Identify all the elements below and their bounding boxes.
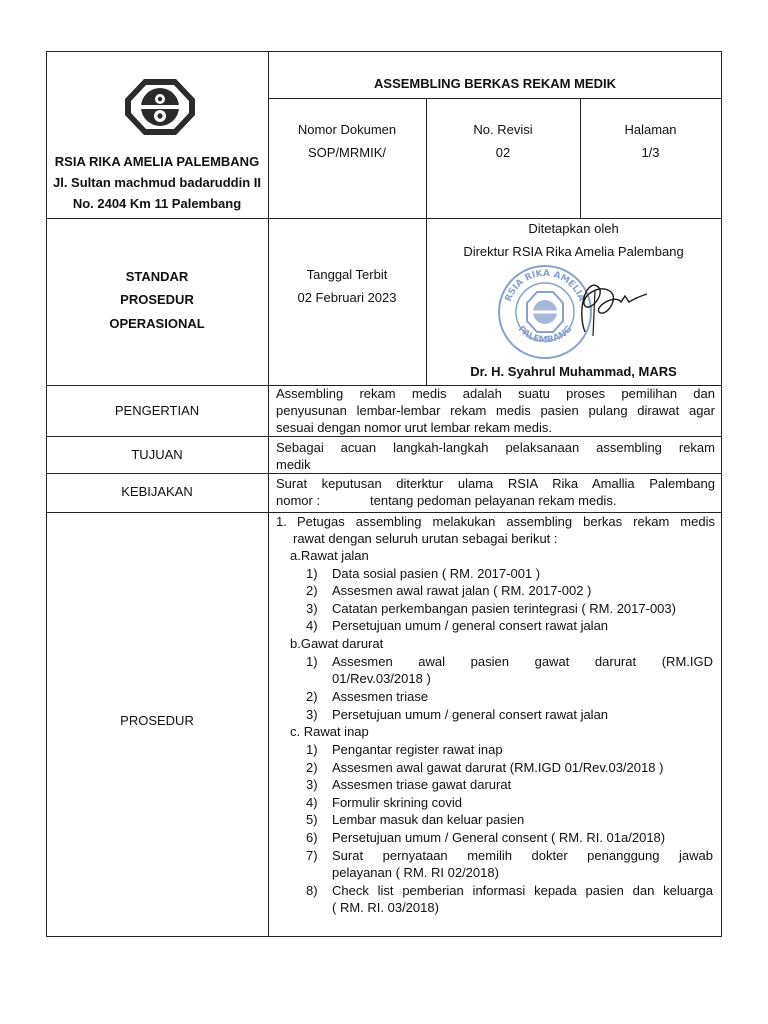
- org-name: RSIA RIKA AMELIA PALEMBANG: [54, 154, 260, 169]
- step-line2: rawat dengan seluruh urutan sebagai berikut :: [293, 531, 558, 546]
- subsection-gawat-darurat: b.Gawat darurat: [290, 636, 384, 651]
- item-number: 3): [306, 707, 318, 722]
- item-text: Assesmen awal rawat jalan ( RM. 2017-002 ): [332, 583, 592, 598]
- item-number: 1): [306, 566, 318, 581]
- pengertian-line1: Assembling rekam medis adalah suatu proses pemilihan dan: [276, 386, 715, 401]
- item-text: Pengantar register rawat inap: [332, 742, 503, 757]
- item-text-cont: ( RM. RI. 03/2018): [332, 900, 439, 915]
- item-number: 3): [306, 777, 318, 792]
- approved-by-label: Ditetapkan oleh: [528, 221, 619, 236]
- item-text: Catatan perkembangan pasien terintegrasi ( RM. 2017-003): [332, 601, 676, 616]
- step-line1: Petugas assembling melakukan assembling berkas rekam medis: [297, 514, 715, 529]
- item-number: 4): [306, 618, 318, 633]
- revision-value: 02: [495, 145, 511, 160]
- pengertian-label: PENGERTIAN: [114, 403, 200, 418]
- kebijakan-label: KEBIJAKAN: [121, 484, 193, 499]
- sop-type-line1: STANDAR: [125, 269, 189, 284]
- svg-text:RSIA RIKA AMELIA: RSIA RIKA AMELIA: [503, 268, 587, 303]
- item-text: Persetujuan umum / General consent ( RM. RI. 01a/2018): [332, 830, 666, 845]
- svg-text:PALEMBANG: PALEMBANG: [515, 324, 575, 346]
- tujuan-line2: medik: [276, 457, 311, 472]
- approver-title: Direktur RSIA Rika Amelia Palembang: [463, 244, 684, 259]
- kebijakan-line2-start: nomor :: [276, 493, 321, 508]
- item-number: 8): [306, 883, 318, 898]
- item-number: 7): [306, 848, 318, 863]
- approver-name: Dr. H. Syahrul Muhammad, MARS: [470, 364, 677, 379]
- issue-date-label: Tanggal Terbit: [306, 267, 388, 282]
- step-number: 1.: [276, 514, 287, 529]
- page-label: Halaman: [624, 122, 677, 137]
- org-address-line1: Jl. Sultan machmud badaruddin II: [52, 175, 262, 190]
- item-text-cont: 01/Rev.03/2018 ): [332, 671, 431, 686]
- subsection-rawat-jalan: a.Rawat jalan: [290, 548, 369, 563]
- hospital-logo: [123, 77, 197, 137]
- issue-date-value: 02 Februari 2023: [297, 290, 397, 305]
- tujuan-line1: Sebagai acuan langkah-langkah pelaksanaan assembling rekam: [276, 440, 715, 455]
- kebijakan-line1: Surat keputusan diterktur ulama RSIA Rika Amallia Palembang: [276, 476, 715, 491]
- revision-label: No. Revisi: [473, 122, 533, 137]
- item-text-cont: pelayanan ( RM. RI 02/2018): [332, 865, 499, 880]
- tujuan-label: TUJUAN: [131, 447, 183, 462]
- item-number: 5): [306, 812, 318, 827]
- doc-number-value: SOP/MRMIK/: [307, 145, 386, 160]
- item-text: Assesmen triase gawat darurat: [332, 777, 512, 792]
- item-number: 2): [306, 583, 318, 598]
- pengertian-line2: penyusunan lembar-lembar rekam medis pasien pulang dirawat agar: [276, 403, 715, 418]
- page-value: 1/3: [641, 145, 660, 160]
- document-title: ASSEMBLING BERKAS REKAM MEDIK: [374, 76, 616, 91]
- item-text: Assesmen triase: [332, 689, 429, 704]
- item-text: Assesmen awal gawat darurat (RM.IGD 01/Rev.03/2018 ): [332, 760, 664, 775]
- item-text: Persetujuan umum / general consert rawat jalan: [332, 707, 609, 722]
- item-number: 6): [306, 830, 318, 845]
- item-text: Lembar masuk dan keluar pasien: [332, 812, 525, 827]
- pengertian-line3: sesuai dengan nomor urut lembar rekam medis.: [276, 420, 553, 435]
- item-number: 4): [306, 795, 318, 810]
- subsection-rawat-inap: c. Rawat inap: [290, 724, 369, 739]
- org-address-line2: No. 2404 Km 11 Palembang: [72, 196, 242, 211]
- sop-type-line2: PROSEDUR: [120, 292, 194, 307]
- sop-type-line3: OPERASIONAL: [109, 316, 205, 331]
- item-text: Data sosial pasien ( RM. 2017-001 ): [332, 566, 541, 581]
- item-text: Formulir skrining covid: [332, 795, 463, 810]
- item-number: 1): [306, 654, 318, 669]
- doc-number-label: Nomor Dokumen: [297, 122, 397, 137]
- item-number: 1): [306, 742, 318, 757]
- item-text: Check list pemberian informasi kepada pasien dan keluarga: [332, 883, 713, 898]
- item-text: Persetujuan umum / general consert rawat jalan: [332, 618, 609, 633]
- prosedur-label: PROSEDUR: [120, 713, 194, 728]
- item-number: 2): [306, 689, 318, 704]
- item-number: 3): [306, 601, 318, 616]
- item-number: 2): [306, 760, 318, 775]
- kebijakan-line2-end: tentang pedoman pelayanan rekam medis.: [370, 493, 617, 508]
- signature: [555, 272, 655, 342]
- item-text: Surat pernyataan memilih dokter penanggung jawab: [332, 848, 713, 863]
- item-text: Assesmen awal pasien gawat darurat (RM.IGD: [332, 654, 713, 669]
